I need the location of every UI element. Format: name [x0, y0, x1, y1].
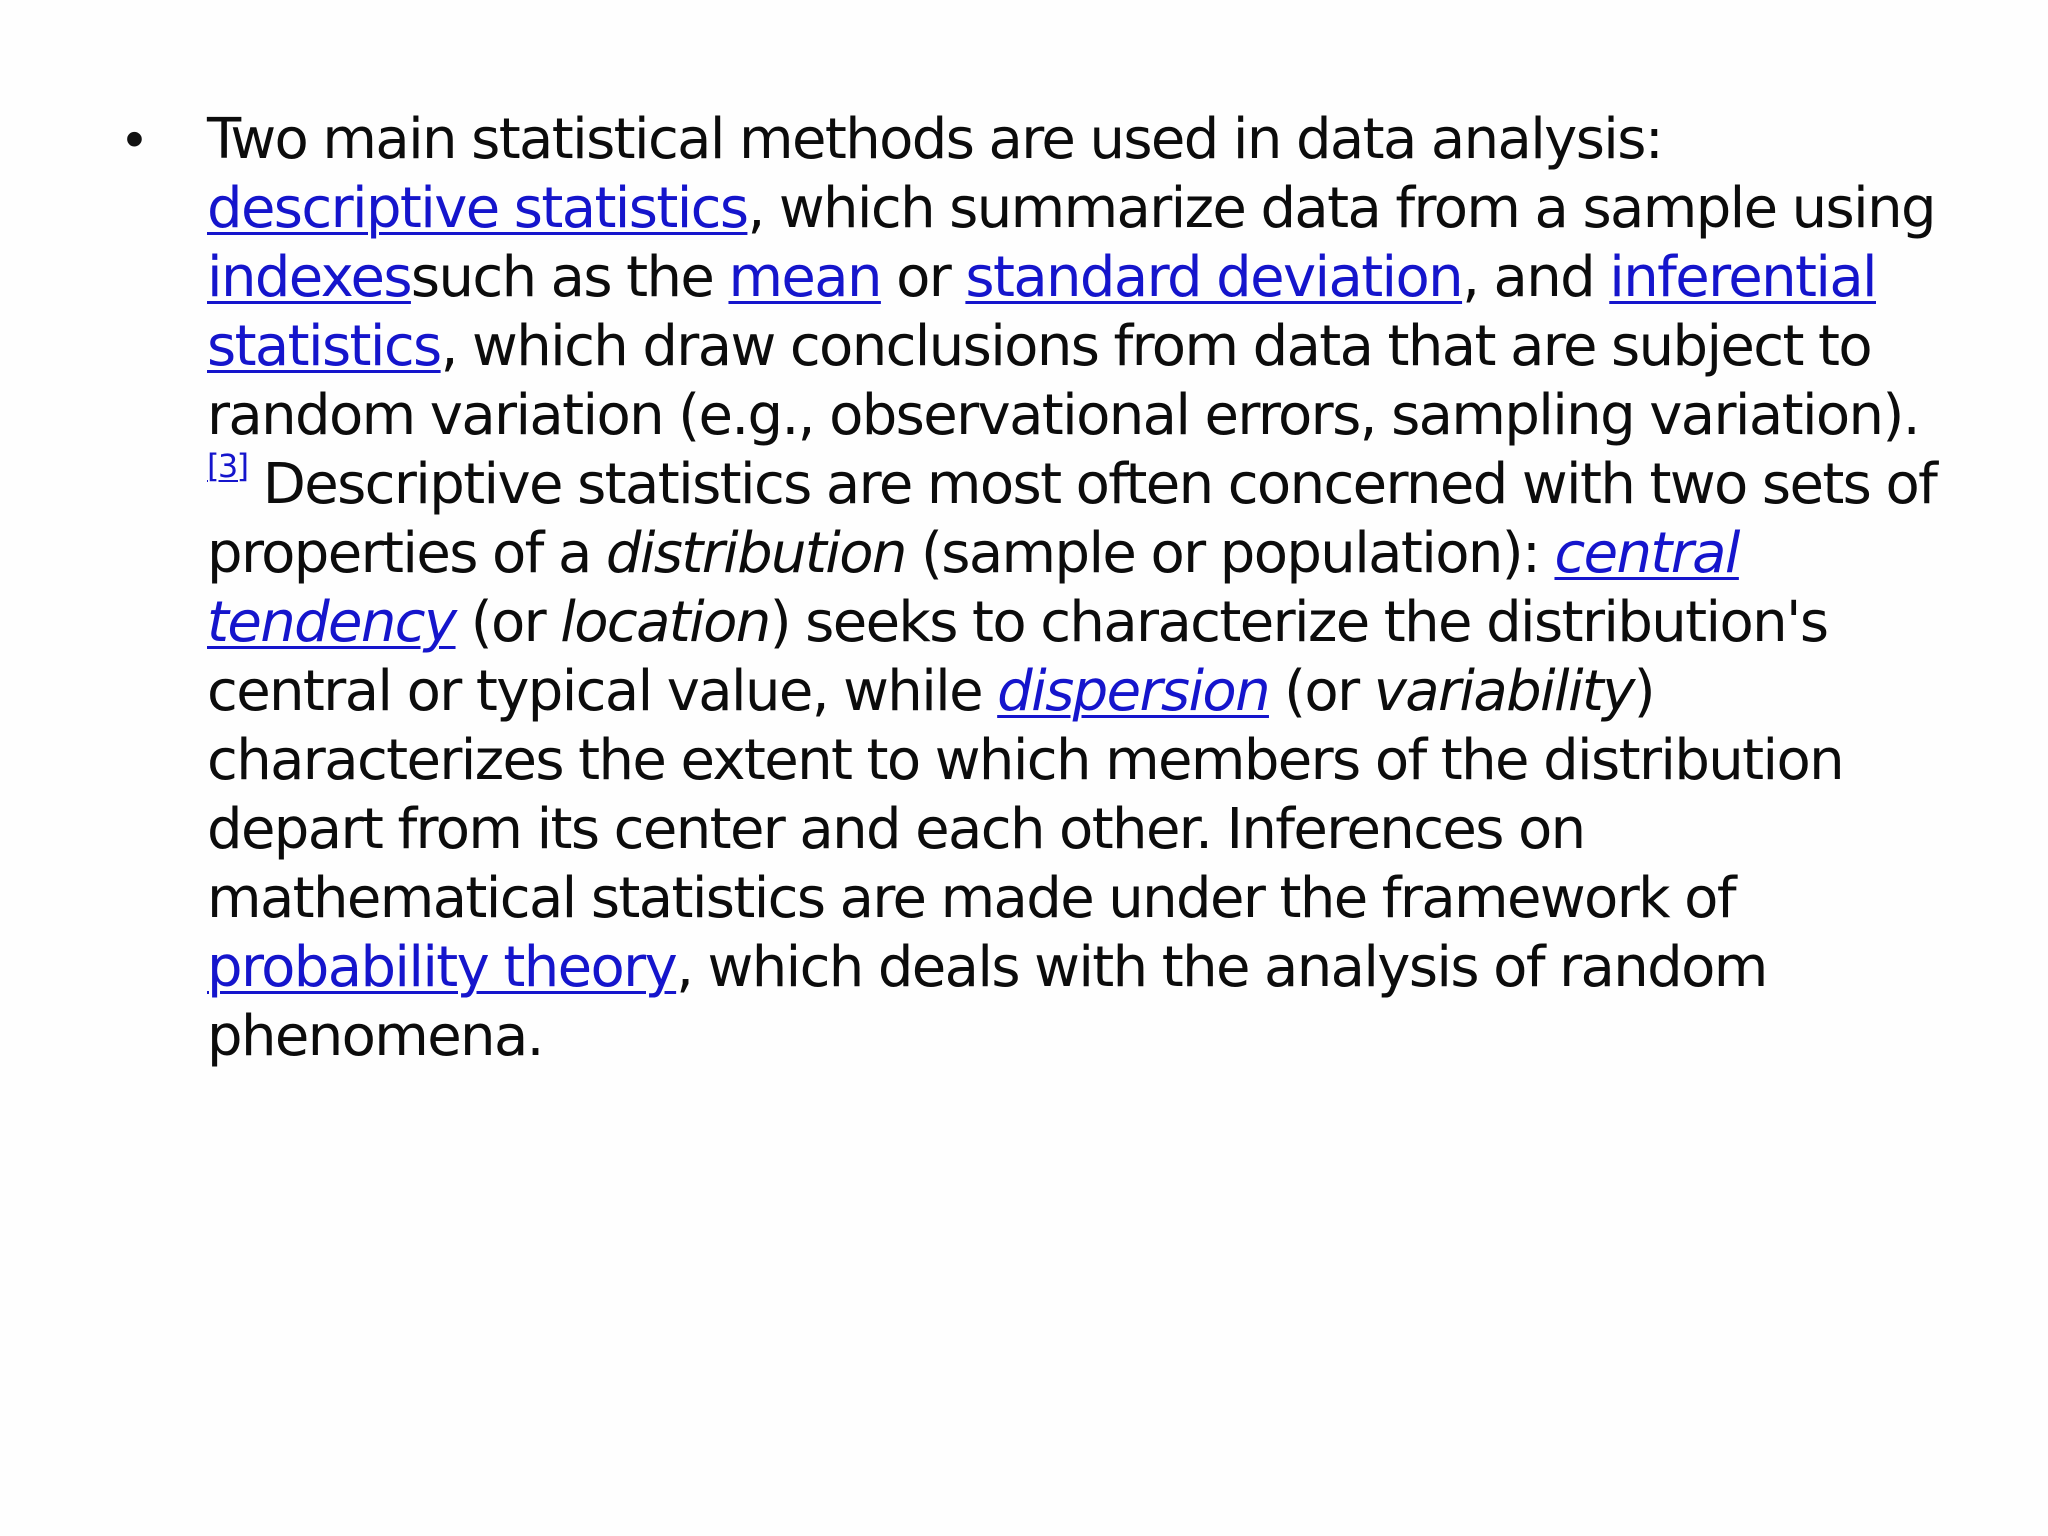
- text-segment: such as the: [410, 245, 729, 310]
- link-standard-deviation[interactable]: standard deviation: [965, 245, 1463, 310]
- text-segment: (or: [455, 590, 561, 655]
- text-segment: Descriptive statistics are most often concerned with two sets of properties of a: [207, 452, 1937, 586]
- link-inferential-statistics[interactable]: inferential statistics: [207, 245, 1876, 379]
- text-segment: ) characterizes the extent to which members of the distribution depart from its center and each other. Inferences on mathematical statistics are made under the framework of: [207, 659, 1844, 931]
- link-central-tendency-text: central tendency: [207, 521, 1739, 655]
- link-probability-theory[interactable]: probability theory: [207, 935, 677, 1000]
- link-descriptive-statistics[interactable]: descriptive statistics: [207, 176, 748, 241]
- text-segment: (sample or population):: [905, 521, 1555, 586]
- text-segment: ) seeks to characterize the distribution's central or typical value, while: [207, 590, 1828, 724]
- text-segment: (or: [1268, 659, 1374, 724]
- italic-term-location: location: [560, 590, 770, 655]
- text-segment: , which deals with the analysis of random phenomena.: [207, 935, 1767, 1069]
- text-segment: Two main statistical methods are used in data analysis:: [207, 107, 1663, 172]
- text-segment: , which summarize data from a sample using: [747, 176, 1935, 241]
- link-dispersion-text: dispersion: [997, 659, 1269, 724]
- text-segment: , which draw conclusions from data that are subject to random variation (e.g., observational errors, sampling variation).: [207, 314, 1919, 448]
- link-dispersion[interactable]: [997, 659, 1269, 724]
- italic-term-variability: variability: [1373, 659, 1634, 724]
- text-segment: , and: [1462, 245, 1610, 310]
- text-segment: or: [880, 245, 966, 310]
- bullet-marker: •: [125, 109, 144, 169]
- link-mean[interactable]: mean: [728, 245, 881, 310]
- citation-superscript: [207, 447, 248, 485]
- bullet-item: [120, 105, 1950, 1071]
- body-paragraph: [207, 105, 1950, 1071]
- italic-term-distribution: distribution: [605, 521, 906, 586]
- link-indexes[interactable]: indexes: [207, 245, 411, 310]
- link-reference-3[interactable]: [3]: [207, 447, 248, 485]
